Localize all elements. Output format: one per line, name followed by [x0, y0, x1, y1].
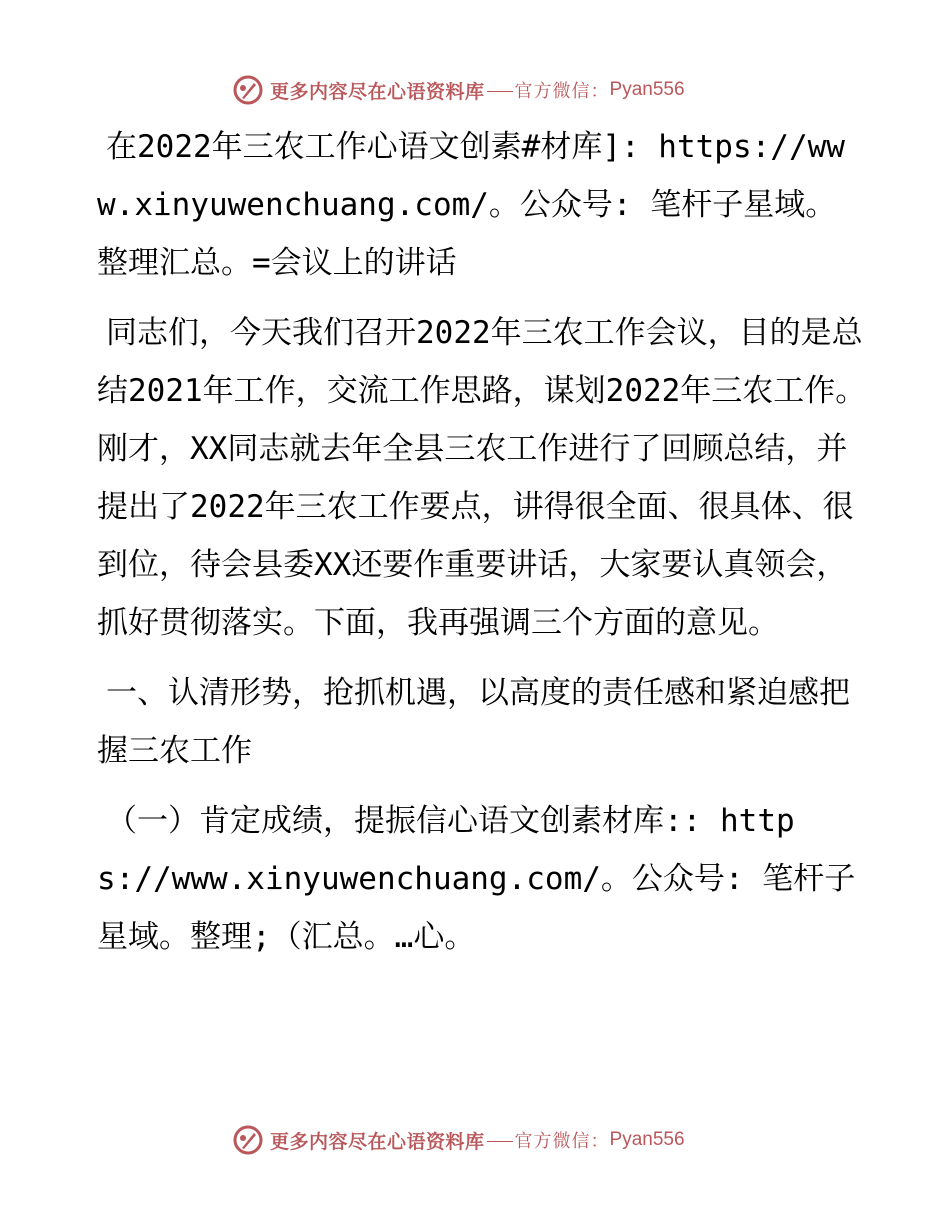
- header-watermark-banner: [232, 73, 732, 107]
- watermark-wechat-id: Pyan556: [609, 1129, 685, 1150]
- paragraph-title: 在2022年三农工作心语文创素#材库]: https://www.xinyuwenchuang.com/。公众号: 笔杆子星域。整理汇总。=会议上的讲话: [97, 129, 845, 281]
- paragraph-opening: 同志们，今天我们召开2022年三农工作会议，目的是总结2021年工作，交流工作思路，谋划2022年三农工作。刚才，XX同志就去年全县三农工作进行了回顾总结，并提出了2022年三农工作要点，讲得很全面、很具体、很到位，待会县委XX还要作重要讲话，大家要认真领会，抓好贯彻落实。下面，我再强调三个方面的意见。: [97, 315, 867, 641]
- watermark-main-text: 更多内容尽在心语资料库: [270, 80, 485, 103]
- footer-watermark-banner: [232, 1123, 732, 1157]
- section-heading-1: 一、认清形势，抢抓机遇，以高度的责任感和紧迫感把握三农工作: [97, 675, 850, 769]
- watermark-dash: [487, 1141, 513, 1142]
- quill-circle-logo-icon: [232, 74, 264, 106]
- watermark-wechat-label: 官方微信：: [514, 1131, 610, 1152]
- watermark-main-text: 更多内容尽在心语资料库: [270, 1130, 485, 1153]
- watermark-wechat-id: Pyan556: [609, 79, 685, 100]
- watermark-wechat-label: 官方微信：: [514, 81, 610, 102]
- quill-circle-logo-icon: [232, 1124, 264, 1156]
- watermark-dash: [487, 91, 513, 92]
- document-body: [97, 118, 867, 978]
- subsection-heading-1: （一）肯定成绩，提振信心语文创素材库:: https://www.xinyuwenchuang.com/。公众号: 笔杆子星域。整理;（汇总。…心。: [97, 803, 856, 955]
